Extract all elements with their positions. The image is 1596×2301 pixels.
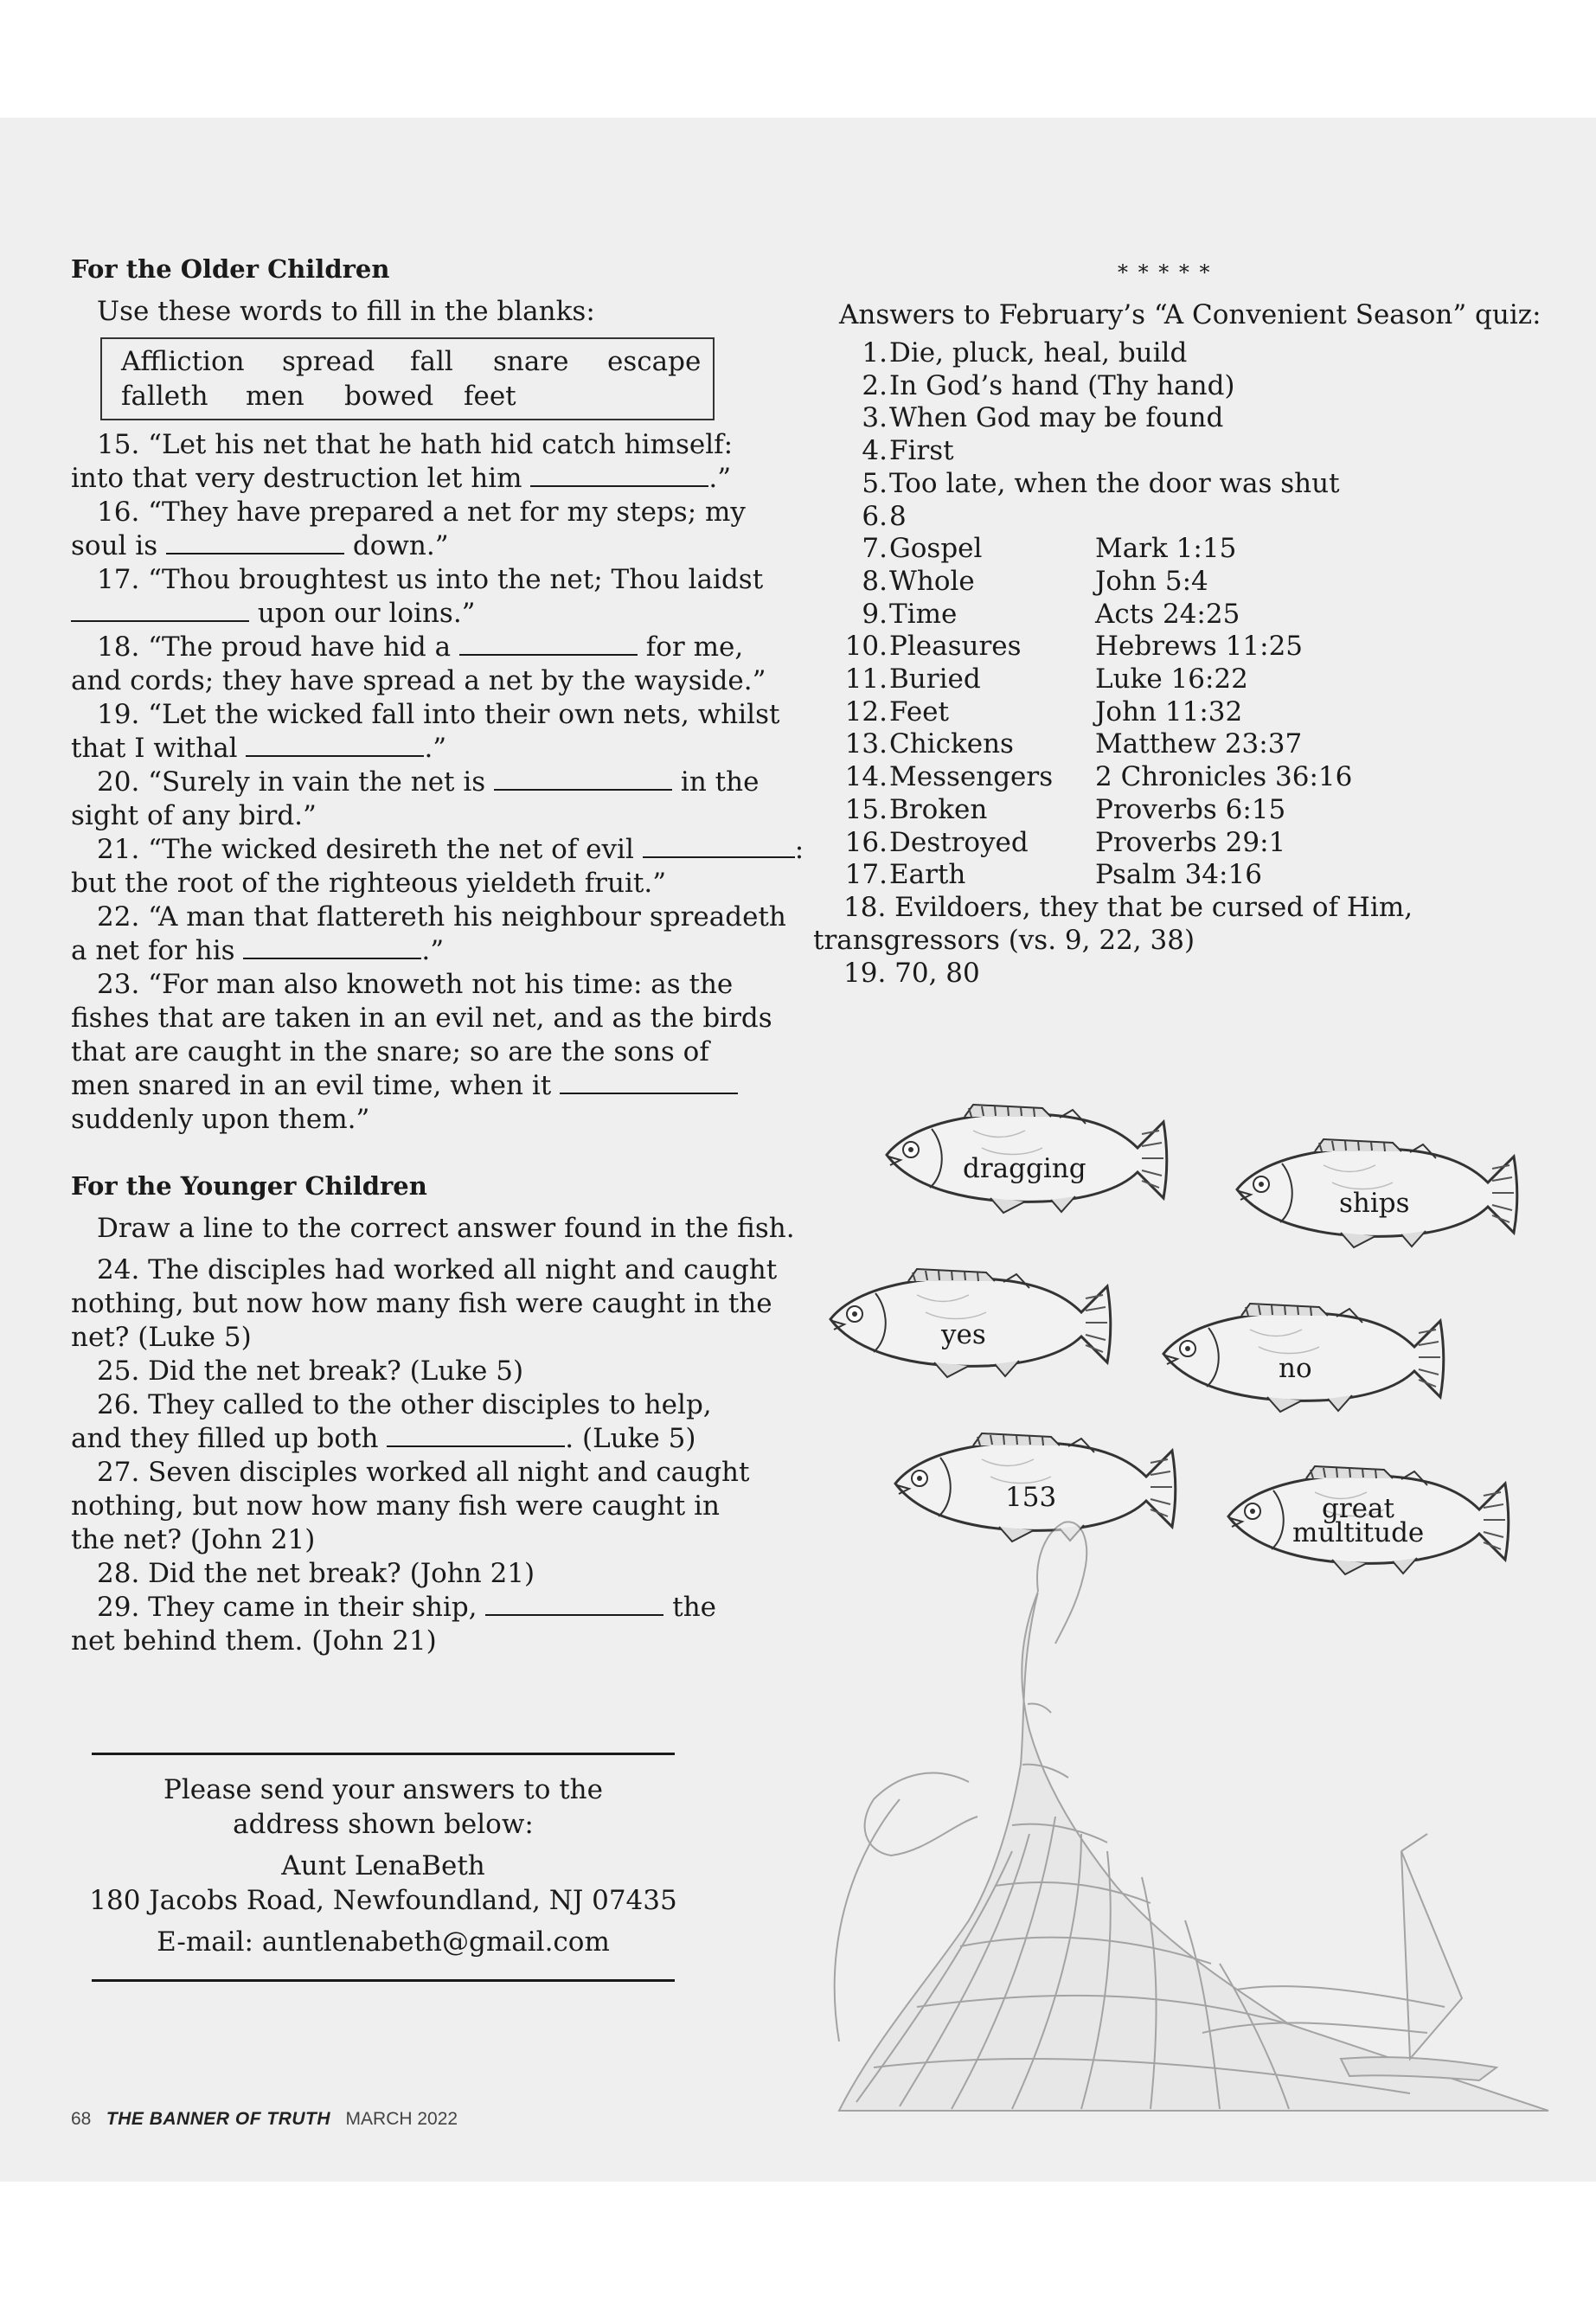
question-20-line-2: sight of any bird.” [71, 800, 317, 831]
answer-text: Destroyed [889, 826, 1029, 858]
fish-label-great: great [1322, 1493, 1394, 1524]
answer-number: 3. [862, 402, 888, 434]
word-falleth: falleth [121, 381, 208, 412]
answer-row [813, 402, 1224, 434]
question-16-line-1: 16. “They have prepared a net for my steps; my [97, 497, 746, 528]
answer-blank[interactable] [387, 1423, 565, 1447]
question-20-line-1: 20. “Surely in vain the net is in the [97, 766, 760, 798]
page-number: 68 [71, 2109, 92, 2129]
answer-row [813, 859, 1262, 891]
fish-label-ships: ships [1339, 1188, 1410, 1219]
answer-number: 6. [862, 500, 888, 532]
question-23-line-1: 23. “For man also knoweth not his time: as the [97, 969, 734, 1000]
answer-blank[interactable] [530, 463, 708, 487]
fish-label-153: 153 [1005, 1482, 1057, 1513]
question-18-line-2: and cords; they have spread a net by the wayside.” [71, 665, 766, 696]
answer-blank[interactable] [246, 733, 424, 757]
word-affliction: Affliction [121, 346, 245, 377]
question-15-line-2: into that very destruction let him .” [71, 463, 732, 494]
issue-date: MARCH 2022 [345, 2109, 458, 2129]
answers-title: Answers to February’s “A Convenient Season” quiz: [839, 299, 1542, 330]
fish-and-net-illustration [804, 1073, 1566, 2145]
answer-row [813, 631, 1304, 663]
word-escape: escape [607, 346, 702, 377]
answer-text: Die, pluck, heal, build [889, 337, 1188, 369]
fish-label-yes: yes [941, 1319, 986, 1350]
younger-instruction: Draw a line to the correct answer found in the fish. [97, 1213, 795, 1244]
answer-number: 11. [844, 663, 888, 695]
question-23-line-2: fishes that are taken in an evil net, and as the birds [71, 1003, 772, 1034]
answer-text: Earth [889, 859, 966, 891]
answer-text: First [889, 435, 954, 467]
answer-text: 8 [889, 500, 907, 532]
question-21-line-1: 21. “The wicked desireth the net of evil : [97, 834, 804, 865]
answer-number: 4. [862, 435, 888, 467]
answer-text: Pleasures [889, 631, 1022, 663]
answer-row [813, 695, 1243, 727]
answer-row [813, 663, 1248, 695]
answer-number: 2. [862, 369, 888, 401]
answer-text: Chickens [889, 728, 1014, 760]
answer-blank[interactable] [459, 631, 638, 656]
answer-text: Too late, when the door was shut [889, 467, 1340, 499]
word-fall: fall [410, 346, 453, 377]
answer-reference: Luke 16:22 [1095, 663, 1248, 695]
answer-number: 16. [844, 826, 888, 858]
answer-reference: Psalm 34:16 [1095, 859, 1262, 891]
section-divider-stars: * * * * * [1118, 260, 1212, 285]
question-28: 28. Did the net break? (John 21) [97, 1558, 535, 1589]
contact-top-rule [92, 1753, 675, 1755]
word-feet: feet [464, 381, 516, 412]
answer-text: When God may be found [889, 402, 1224, 434]
answer-row [813, 467, 1340, 499]
answer-text: Gospel [889, 533, 983, 565]
question-23-line-4: men snared in an evil time, when it [71, 1069, 738, 1103]
answer-blank[interactable] [643, 834, 795, 858]
question-15-line-1: 15. “Let his net that he hath hid catch himself: [97, 429, 734, 460]
net-hauling-sketch [835, 1522, 1548, 2111]
answer-blank[interactable] [166, 530, 344, 554]
answer-19: 19. 70, 80 [843, 958, 980, 989]
fish-label-dragging: dragging [963, 1153, 1086, 1184]
magazine-title: THE BANNER OF TRUTH [106, 2109, 331, 2129]
question-27-line-3: the net? (John 21) [71, 1524, 316, 1555]
answer-blank[interactable] [485, 1592, 663, 1616]
contact-line-1: Please send your answers to the [163, 1774, 603, 1805]
contact-line-2: address shown below: [233, 1809, 534, 1840]
answer-reference: John 11:32 [1095, 695, 1243, 727]
question-23-line-3: that are caught in the snare; so are the sons of [71, 1036, 709, 1067]
answer-row [813, 337, 1188, 369]
answer-reference: Matthew 23:37 [1095, 728, 1303, 760]
word-bowed: bowed [344, 381, 434, 412]
answer-number: 10. [844, 631, 888, 663]
contact-name: Aunt LenaBeth [281, 1850, 485, 1881]
answer-text: Time [889, 598, 958, 630]
answer-number: 8. [862, 565, 888, 597]
fish-label-no: no [1279, 1353, 1312, 1384]
question-19-line-2: that I withal .” [71, 733, 447, 764]
question-25: 25. Did the net break? (Luke 5) [97, 1356, 524, 1387]
answer-row [813, 793, 1286, 825]
question-27-line-1: 27. Seven disciples worked all night and caught [97, 1457, 750, 1488]
answer-reference: Acts 24:25 [1095, 598, 1240, 630]
question-22-line-1: 22. “A man that flattereth his neighbour spreadeth [97, 901, 786, 933]
answer-number: 12. [844, 695, 888, 727]
question-16-line-2: soul is down.” [71, 530, 449, 561]
answer-blank[interactable] [71, 598, 249, 622]
answer-text: Messengers [889, 761, 1054, 793]
answer-blank[interactable] [494, 766, 672, 791]
answer-text: In God’s hand (Thy hand) [889, 369, 1235, 401]
answer-blank[interactable] [560, 1070, 738, 1094]
answer-reference: Hebrews 11:25 [1095, 631, 1304, 663]
answer-reference: John 5:4 [1095, 565, 1208, 597]
answer-row [813, 761, 1353, 793]
question-24-line-3: net? (Luke 5) [71, 1322, 252, 1353]
older-instruction: Use these words to fill in the blanks: [97, 296, 595, 327]
answer-row [813, 565, 1208, 597]
question-17-line-2: upon our loins.” [71, 597, 476, 631]
answer-row [813, 435, 954, 467]
answer-18-line-1: 18. Evildoers, they that be cursed of Him, [843, 892, 1413, 923]
fish-label-multitude: multitude [1292, 1517, 1425, 1548]
word-men: men [246, 381, 304, 412]
answer-row [813, 728, 1303, 760]
word-snare: snare [493, 346, 569, 377]
answer-text: Buried [889, 663, 981, 695]
younger-children-heading: For the Younger Children [71, 1171, 427, 1201]
question-27-line-2: nothing, but now how many fish were caught in [71, 1490, 720, 1522]
answer-text: Feet [889, 695, 949, 727]
page-footer [71, 2109, 458, 2130]
question-23-line-5: suddenly upon them.” [71, 1104, 370, 1135]
answer-row [813, 500, 907, 532]
question-26-line-1: 26. They called to the other disciples to help, [97, 1389, 712, 1420]
answer-reference: Proverbs 29:1 [1095, 826, 1286, 858]
answer-text: Broken [889, 793, 988, 825]
question-24-line-2: nothing, but now how many fish were caught in the [71, 1288, 772, 1319]
question-29-line-2: net behind them. (John 21) [71, 1625, 437, 1657]
answer-reference: Mark 1:15 [1095, 533, 1237, 565]
answer-number: 17. [844, 859, 888, 891]
older-children-heading: For the Older Children [71, 254, 390, 284]
question-17-line-1: 17. “Thou broughtest us into the net; Thou laidst [97, 564, 764, 595]
answer-number: 5. [862, 467, 888, 499]
answer-18-line-2: transgressors (vs. 9, 22, 38) [813, 925, 1195, 956]
contact-email[interactable]: E-mail: auntlenabeth@gmail.com [157, 1926, 610, 1958]
answer-number: 14. [844, 761, 888, 793]
answer-reference: Proverbs 6:15 [1095, 793, 1286, 825]
answer-number: 13. [844, 728, 888, 760]
answer-row [813, 369, 1235, 401]
answer-row [813, 598, 1240, 630]
question-24-line-1: 24. The disciples had worked all night and caught [97, 1254, 778, 1285]
contact-address: 180 Jacobs Road, Newfoundland, NJ 07435 [89, 1885, 677, 1916]
contact-bottom-rule [92, 1979, 675, 1982]
answer-number: 1. [862, 337, 888, 369]
question-29-line-1: 29. They came in their ship, the [97, 1592, 717, 1623]
question-18-line-1: 18. “The proud have hid a for me, [97, 631, 744, 663]
answer-number: 15. [844, 793, 888, 825]
question-22-line-2: a net for his .” [71, 935, 445, 966]
answer-blank[interactable] [243, 935, 421, 959]
answer-number: 7. [862, 533, 888, 565]
word-spread: spread [282, 346, 375, 377]
question-19-line-1: 19. “Let the wicked fall into their own nets, whilst [97, 699, 780, 730]
answer-reference: 2 Chronicles 36:16 [1095, 761, 1353, 793]
answer-row [813, 826, 1286, 858]
answer-text: Whole [889, 565, 975, 597]
question-21-line-2: but the root of the righteous yieldeth fruit.” [71, 868, 667, 899]
question-26-line-2: and they filled up both . (Luke 5) [71, 1423, 696, 1454]
answer-row [813, 533, 1237, 565]
answer-number: 9. [862, 598, 888, 630]
word-bank-box [100, 337, 715, 420]
